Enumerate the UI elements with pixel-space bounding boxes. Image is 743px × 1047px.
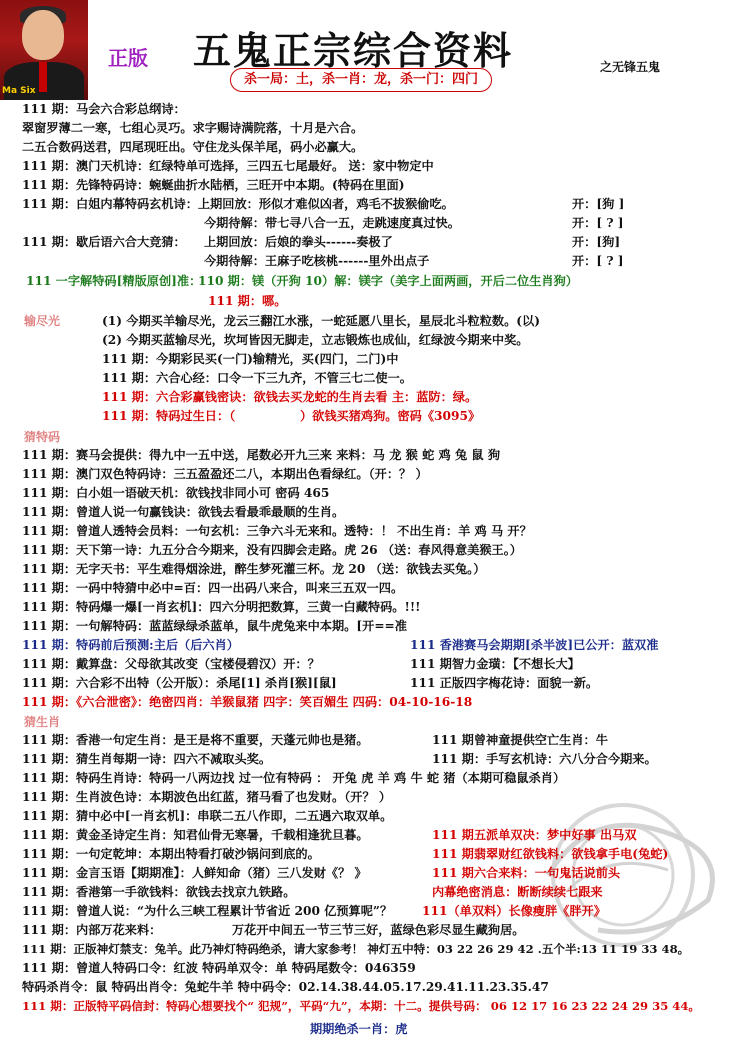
text-line: 111 期翡翠财红欲钱料：欲钱拿手电(兔蛇) — [432, 847, 669, 861]
text-line: 开：[ ? ] — [572, 254, 624, 268]
text-line: 111 期：香港第一手欲钱料：欲钱去找京九铁路。 — [22, 885, 296, 899]
text-line: 111 期：歇后语六合大竞猜： — [22, 235, 186, 249]
text-line: 111 期：金言玉语【期期准】：人鲜知命（猪）三八发财《？ 》 — [22, 866, 367, 880]
text-line: 111 期：一码中特猜中必中=百：四一出码八来合，叫来三五双一四。 — [22, 581, 404, 595]
text-line: 111 期：黄金圣诗定生肖：知君仙骨无寒暑，千载相逢犹旦暮。 — [22, 828, 369, 842]
text-line: 111 期：特码生肖诗：特码一八两边找 过一位有特码 ： 开兔 虎 羊 鸡 牛 蛇 猪（本期可稳鼠杀肖） — [22, 771, 566, 785]
text-line: 111 期：天下第一诗：九五分合今期来，没有四脚会走路。虎 26 （送：春风得意美猴王。） — [22, 543, 522, 557]
text-line: 特码杀肖令：鼠 特码出肖令：兔蛇牛羊 特中码令：02.14.38.44.05.17.29.41.11.23.35.47 — [22, 980, 549, 994]
section-label: 输尽光 — [24, 314, 61, 328]
text-line: 111 期：曾道人说一句赢钱诀：欲钱去看最乖最顺的生肖。 — [22, 505, 345, 519]
text-line: 111 期：《六合泄密》：绝密四肖：羊猴鼠猪 四字：笑百媚生 四码：04-10-16-18 — [22, 695, 473, 709]
text-line: 111 期：六合心经：口令一下三九齐，不管三七二使一。 — [102, 371, 412, 385]
page-title: 五鬼正宗综合资料 — [193, 28, 514, 73]
text-line: 111 期：马会六合彩总纲诗： — [22, 102, 186, 116]
text-line: 111 期：今期彩民买(一门)输精光，买(四门，二门)中 — [102, 352, 399, 366]
text-line: 111 期：先锋特码诗：蜿蜒曲折水陆栖，三旺开中本期。(特码在里面) — [22, 178, 405, 192]
text-line: 111 期：生肖波色诗：本期波色出红蓝，猪马看了也发财。（开？ ） — [22, 790, 392, 804]
text-line: ）欲钱买猪鸡狗。密码《3095》 — [300, 409, 481, 423]
text-line: 二五合数码送君，四尾现旺出。守住龙头保羊尾，码小必赢大。 — [22, 140, 364, 154]
text-line: 111 期：曾道人说：“为什么三峡工程累计节省近 200 亿预算呢”？ — [22, 904, 393, 918]
text-line: (2) 今期买蓝输尽光，坎坷皆因无脚走，立志锻炼也成仙，红绿波今期来中奖。 — [102, 333, 529, 347]
text-line: 开：[狗] — [572, 235, 621, 249]
text-line: 今期待解：王麻子吃核桃------里外出点子 — [204, 254, 430, 268]
section-label: 猜特码 — [24, 430, 61, 444]
text-line: 111 期：白小姐一语破天机：欲钱找非同小可 密码 465 — [22, 486, 330, 500]
text-line: 111 期：无字天书：平生难得烟涂进，醉生梦死灌三杯。龙 20 （送：欲钱去买兔。） — [22, 562, 486, 576]
text-line: 期期绝杀一肖：虎 — [310, 1022, 408, 1036]
text-line: 开：[ ? ] — [572, 216, 624, 230]
text-line: 翠窗罗薄二一寒，七组心灵巧。求字赐诗满院落，十月是六合。 — [22, 121, 364, 135]
author-photo — [0, 0, 88, 100]
text-line: 111 期：猜生肖每期一诗：四六不减取头奖。 — [22, 752, 272, 766]
kill-summary-box: 杀一局：土，杀一肖：龙，杀一门：四门 — [230, 68, 492, 92]
text-line: 111 一字解特码[精版原创]准： — [26, 274, 202, 288]
edition-badge: 正版 — [108, 46, 148, 70]
text-line: 111 期：曾道人特码口令：红波 特码单双令：单 特码尾数令：046359 — [22, 961, 416, 975]
text-line: 111 期：特码前后预测:主后（后六肖） — [22, 638, 239, 652]
text-line: 111 期：一句定乾坤：本期出特看打破沙锅问到底的。 — [22, 847, 320, 861]
text-line: (1) 今期买羊输尽光，龙云三翻江水涨，一蛇延愿八里长，星辰北斗粒粒数。(以) — [102, 314, 540, 328]
text-line: 111 香港赛马会期期[杀半波]已公开：蓝双准 — [410, 638, 659, 652]
tie-shape — [39, 62, 47, 92]
text-line: 111 期：白姐内幕特码玄机诗：上期回放：形似才难似凶者，鸡毛不拔猴偷吃。 — [22, 197, 454, 211]
text-line: 上期回放：后娘的拳头------奏极了 — [204, 235, 393, 249]
text-line: 111 期曾神童提供空亡生肖：牛 — [432, 733, 608, 747]
text-line: 111 期：猜中必中[一肖玄机]：串联二五八作即，二五遇六取双单。 — [22, 809, 393, 823]
text-line: 开：[狗 ] — [572, 197, 625, 211]
text-line: 111 期：澳门天机诗：红绿特单可选择，三四五七尾最好。 送：家中物定中 — [22, 159, 434, 173]
section-label: 猜生肖 — [24, 715, 61, 729]
marksix-logo: Ma Six — [2, 86, 36, 96]
text-line: 今期待解：带七寻八合一五，走跳速度真过快。 — [204, 216, 460, 230]
text-line: 111 期智力金璜：【不想长大】 — [410, 657, 580, 671]
text-line: 内幕绝密消息：断断续续七跟来 — [432, 885, 603, 899]
text-line: 111 期：六合彩赢钱密诀：欲钱去买龙蛇的生肖去看 主：蓝防：绿。 — [102, 390, 478, 404]
text-line: 111 期：手写玄机诗：六八分合今期来。 — [432, 752, 657, 766]
text-line: 111 期：戴算盘：父母欲其改变（宝楼侵碧汉）开：？ — [22, 657, 320, 671]
text-line: 111 期：特码爆一爆[一肖玄机]：四六分明把数算，三黄一白藏特码。!!! — [22, 600, 421, 614]
text-line: 111 期六合来料：一句鬼话说前头 — [432, 866, 621, 880]
text-line: 111（单双料）长像瘦胖《胖开》 — [422, 904, 606, 918]
text-line: 111 期：曾道人透特会员料：一句玄机：三争六斗无来和。透特：！ 不出生肖：羊 鸡 马 开？ — [22, 524, 532, 538]
text-line: 111 期：澳门双色特码诗：三五盈盈还二八，本期出色看绿红。（开：？ ） — [22, 467, 428, 481]
text-line: 111 正版四字梅花诗：面貌一新。 — [410, 676, 599, 690]
text-line: 111 期：赛马会提供：得九中一五中送，尾数必开九三来 来料：马 龙 猴 蛇 鸡 兔 鼠 狗 — [22, 448, 501, 462]
text-line: 万花开中间五一节三节三好，蓝绿色彩尽显生藏狗居。 — [232, 923, 525, 937]
author-name: 之无锋五鬼 — [600, 60, 661, 74]
text-line: 111 期：六合彩不出特（公开版）：杀尾[1] 杀肖[猴][鼠] — [22, 676, 337, 690]
text-line: 111 期：特码过生日：（ — [102, 409, 236, 423]
text-line: 111 期：正版特平码信封：特码心想要找个“ 犯规”，平码“九”，本期：十二。提供号码： 06 12 17 16 23 22 24 29 35 44。 — [22, 999, 701, 1013]
text-line: 111 期：一句解特码：蓝蓝绿绿杀蓝单，鼠牛虎兔来中本期。[开==准 — [22, 619, 407, 633]
text-line: 111 期五派单双决：梦中好事 出马双 — [432, 828, 637, 842]
text-line: 110 期：镁（开狗 10）解：镁字（美字上面两画，开后二位生肖狗） — [198, 274, 578, 288]
face-shape — [22, 10, 64, 60]
text-line: 111 期：正版神灯禁支：兔羊。此乃神灯特码绝杀，请大家参考！ 神灯五中特：03 22 26 29 42 .五个半:13 11 19 33 48。 — [22, 942, 690, 956]
text-line: 111 期：哪。 — [208, 294, 287, 308]
text-line: 111 期：香港一句定生肖：是王是将不重要，天蓬元帅也是猪。 — [22, 733, 369, 747]
text-line: 111 期：内部万花来料： — [22, 923, 162, 937]
